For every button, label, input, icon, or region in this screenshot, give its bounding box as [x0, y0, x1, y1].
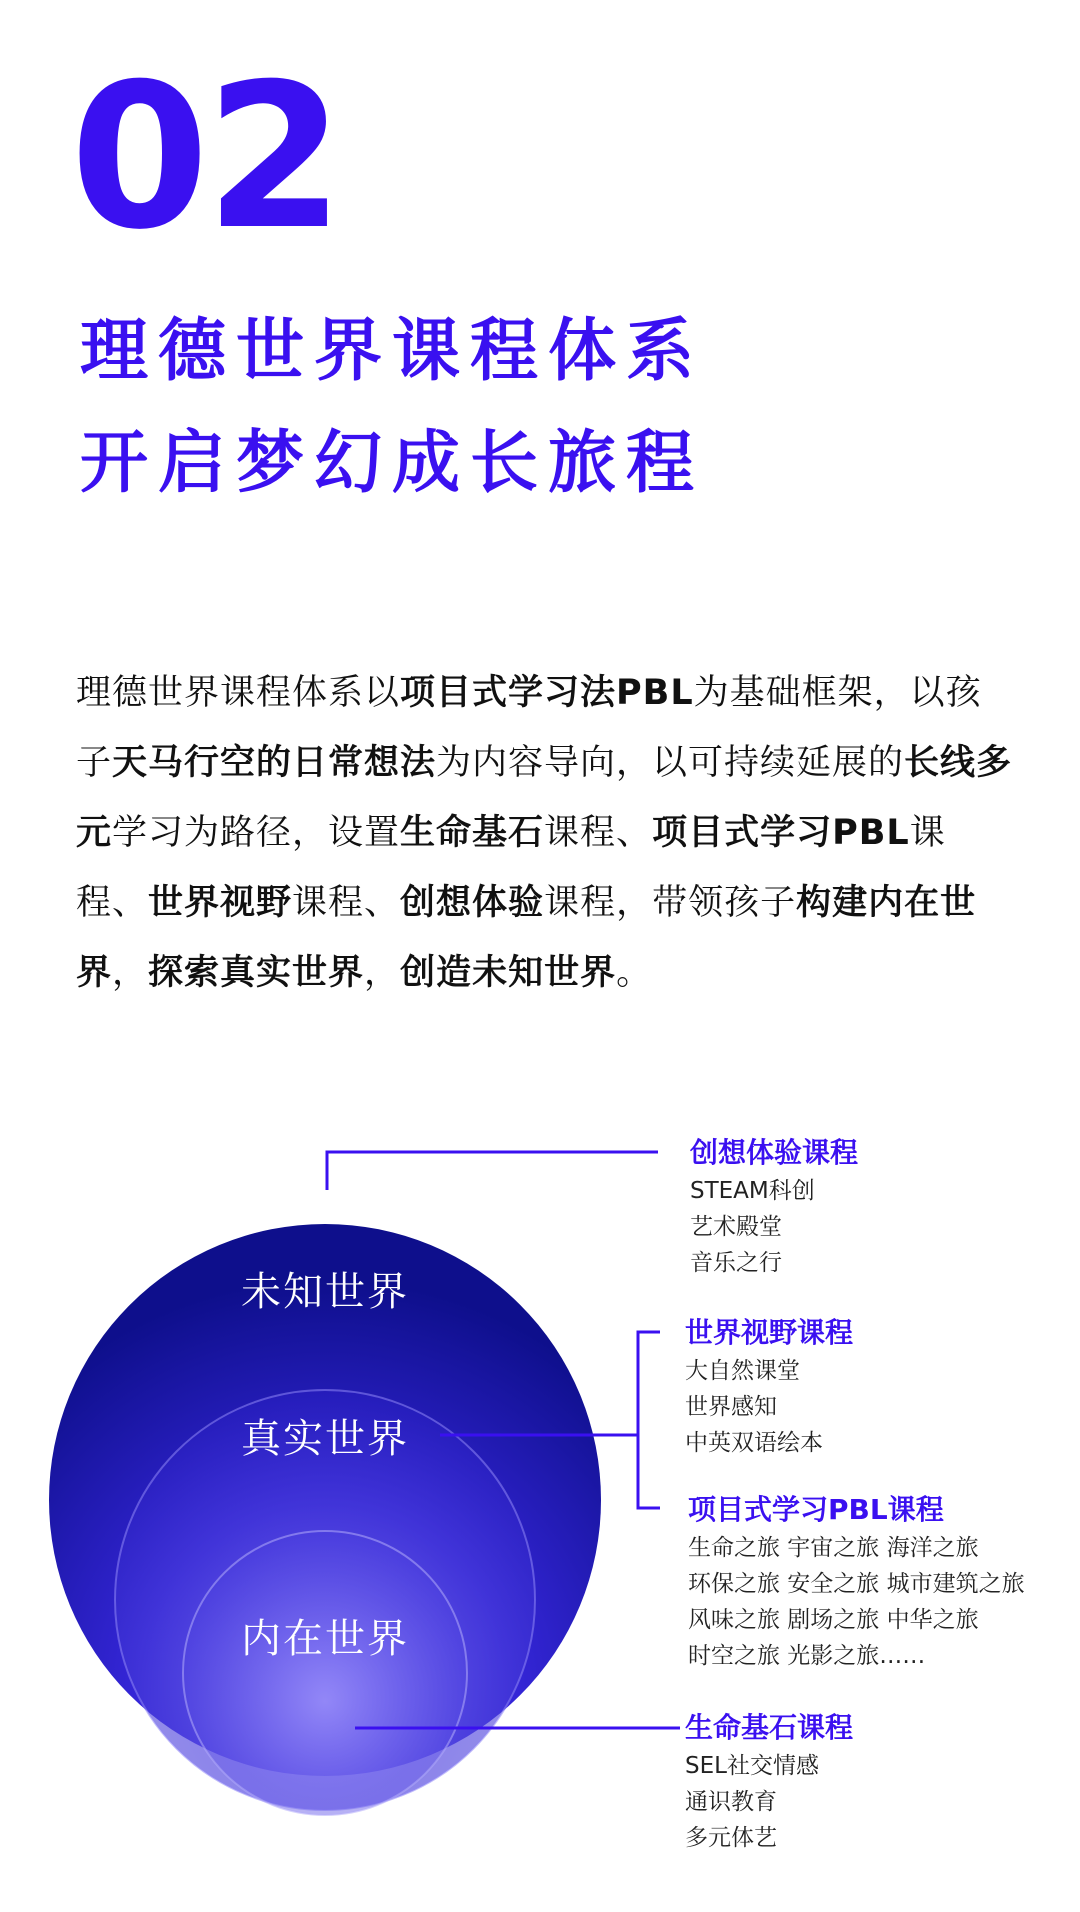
intro-text: 课程、 — [292, 883, 401, 923]
intro-text: 理德世界课程体系以 — [76, 673, 401, 713]
legend-item: 风味之旅 剧场之旅 中华之旅 — [688, 1607, 979, 1633]
legend-item: SEL社交情感 — [685, 1753, 819, 1779]
headline-line-1: 理德世界课程体系 — [80, 312, 705, 391]
legend-item: 通识教育 — [685, 1789, 777, 1815]
legend-item: 环保之旅 安全之旅 城市建筑之旅 — [688, 1571, 1025, 1597]
intro-emphasis: 天马行空的日常想法 — [112, 743, 437, 783]
legend-item: 多元体艺 — [685, 1825, 777, 1851]
intro-paragraph — [76, 658, 1016, 1008]
intro-emphasis: 生命基石 — [400, 813, 545, 853]
intro-text: ， — [364, 953, 401, 993]
section-number: 02 — [70, 41, 341, 274]
intro-text: ， — [112, 953, 149, 993]
legend-world-vision-course — [685, 1313, 853, 1461]
intro-text: 。 — [616, 953, 653, 993]
legend-item: 艺术殿堂 — [690, 1214, 782, 1240]
connector-line-creative — [327, 1152, 658, 1190]
legend-pbl-course — [688, 1490, 1025, 1674]
legend-item: STEAM科创 — [690, 1178, 815, 1204]
legend-life-foundation-course — [685, 1708, 853, 1856]
bracket-line-right — [638, 1332, 660, 1508]
legend-item: 时空之旅 光影之旅…… — [688, 1643, 926, 1669]
ring-label-unknown-world: 未知世界 — [241, 1269, 409, 1315]
intro-emphasis: 项目式学习法PBL — [400, 673, 694, 713]
legend-creative-course — [690, 1133, 858, 1281]
legend-item: 世界感知 — [685, 1394, 777, 1420]
ring-label-inner-world: 内在世界 — [241, 1616, 409, 1662]
legend-title: 项目式学习PBL课程 — [688, 1493, 944, 1526]
legend-item: 大自然课堂 — [685, 1358, 800, 1384]
intro-emphasis: 世界视野 — [148, 883, 293, 923]
headline-line-2: 开启梦幻成长旅程 — [80, 424, 705, 503]
intro-emphasis: 探索真实世界 — [148, 953, 365, 993]
intro-text: 为基础框架，以孩子 — [76, 673, 982, 783]
legend-item: 生命之旅 宇宙之旅 海洋之旅 — [688, 1535, 979, 1561]
intro-text: 课程、 — [544, 813, 653, 853]
ring-label-real-world: 真实世界 — [241, 1416, 409, 1462]
intro-emphasis: 项目式学习PBL — [652, 813, 910, 853]
legend-title: 创想体验课程 — [690, 1136, 859, 1169]
intro-emphasis: 创想体验 — [400, 883, 545, 923]
intro-text: 学习为路径，设置 — [112, 813, 401, 853]
intro-emphasis: 创造未知世界 — [400, 953, 617, 993]
intro-emphasis: 长线多元 — [76, 743, 1013, 853]
inner-sphere — [183, 1531, 467, 1815]
legend-item: 中英双语绘本 — [685, 1430, 823, 1456]
intro-text: 课程，带领孩子 — [544, 883, 797, 923]
intro-emphasis: 构建内在世界 — [76, 883, 977, 993]
legend-title: 生命基石课程 — [685, 1711, 854, 1744]
intro-text: 为内容导向，以可持续延展的 — [436, 743, 905, 783]
legend-title: 世界视野课程 — [685, 1316, 854, 1349]
intro-text: 课程、 — [76, 813, 946, 923]
legend-item: 音乐之行 — [690, 1250, 782, 1276]
